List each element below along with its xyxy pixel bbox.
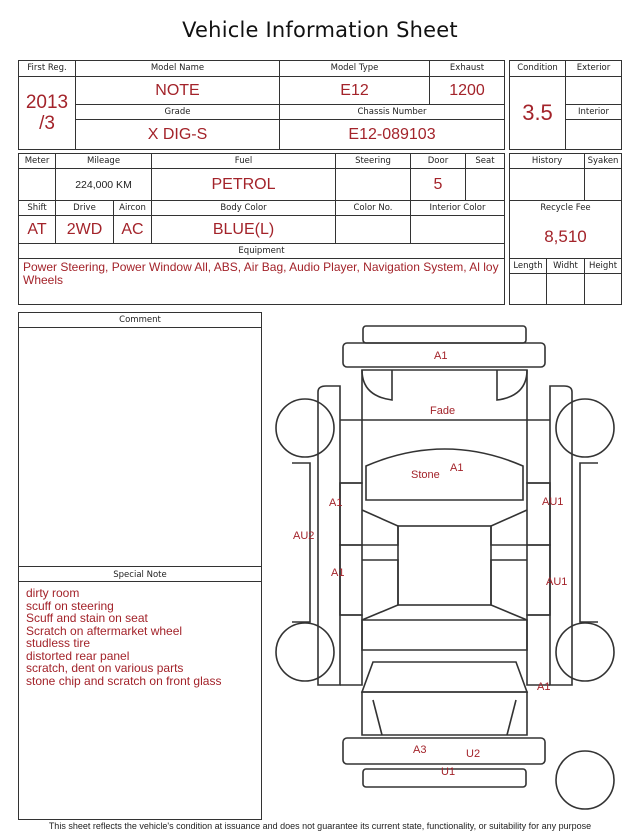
recycle-fee-label: Recycle Fee <box>510 201 622 216</box>
fuel-value: PETROL <box>152 169 336 201</box>
aircon-value: AC <box>114 216 152 244</box>
damage-windshield: A1 <box>450 462 464 474</box>
syaken-value <box>585 169 622 201</box>
damage-hood: Fade <box>430 405 456 417</box>
color-no-label: Color No. <box>336 201 411 216</box>
history-label: History <box>510 154 585 169</box>
condition-label: Condition <box>510 61 566 77</box>
damage-rear-right: U2 <box>466 748 481 760</box>
fuel-label: Fuel <box>152 154 336 169</box>
damage-right-rear-door: AU1 <box>546 576 568 588</box>
chassis-number-label: Chassis Number <box>280 105 505 120</box>
damage-rear-left: A3 <box>413 744 427 756</box>
drive-label: Drive <box>56 201 114 216</box>
history-value <box>510 169 585 201</box>
special-note-item: Scratch on aftermarket wheel <box>26 623 183 638</box>
special-note-item: distorted rear panel <box>26 648 130 663</box>
damage-left-pillar: AU2 <box>293 530 315 542</box>
damage-windshield-stone: Stone <box>411 469 440 481</box>
equipment-label: Equipment <box>19 244 505 259</box>
drive-value: 2WD <box>56 216 114 244</box>
interior-color-value <box>411 216 505 244</box>
steering-label: Steering <box>336 154 411 169</box>
model-name-value: NOTE <box>76 77 280 105</box>
special-note-item: studless tire <box>26 636 91 650</box>
damage-right-front-fender: AU1 <box>542 496 564 508</box>
door-label: Door <box>411 154 466 169</box>
equipment-value: Power Steering, Power Window All, ABS, Air Bag, Audio Player, Navigation System, Al loy Wheels <box>23 260 499 287</box>
basic-info-table <box>18 60 505 150</box>
aircon-label: Aircon <box>114 201 152 216</box>
footer-disclaimer: This sheet reflects the vehicle's condition at issuance and does not guarantee its current state, functionality, or suitability for any purpose <box>48 821 592 831</box>
model-type-label: Model Type <box>280 61 430 77</box>
exterior-value <box>566 77 622 105</box>
model-type-value: E12 <box>280 77 430 105</box>
door-value: 5 <box>411 169 466 201</box>
first-reg-month: /3 <box>39 113 55 134</box>
first-reg-year: 2013 <box>25 92 69 113</box>
page-title: Vehicle Information Sheet <box>182 18 458 42</box>
interior-label: Interior <box>566 105 622 120</box>
exhaust-label: Exhaust <box>430 61 505 77</box>
special-note-item: scuff on steering <box>26 598 114 613</box>
special-notes-list <box>26 587 221 687</box>
condition-table <box>509 60 622 150</box>
meter-value <box>19 169 56 201</box>
recycle-fee-value: 8,510 <box>510 216 622 259</box>
width-value <box>547 274 585 305</box>
height-value <box>585 274 622 305</box>
color-no-value <box>336 216 411 244</box>
damage-front-bumper: A1 <box>434 350 448 362</box>
seat-label: Seat <box>466 154 505 169</box>
mileage-value: 224,000 KM <box>56 169 152 201</box>
damage-left-front-fender: A1 <box>329 497 343 509</box>
model-name-label: Model Name <box>76 61 280 77</box>
body-color-value: BLUE(L) <box>152 216 336 244</box>
meter-label: Meter <box>19 154 56 169</box>
special-note-label: Special Note <box>18 566 262 582</box>
length-label: Length <box>510 259 547 274</box>
mileage-label: Mileage <box>56 154 152 169</box>
grade-label: Grade <box>76 105 280 120</box>
damage-left-rear-door: A1 <box>331 567 345 579</box>
special-note-item: Scuff and stain on seat <box>26 611 148 625</box>
condition-value: 3.5 <box>510 77 566 150</box>
length-value <box>510 274 547 305</box>
damage-rear-bumper: U1 <box>441 766 456 778</box>
history-table <box>509 153 622 305</box>
seat-value <box>466 169 505 201</box>
body-color-label: Body Color <box>152 201 336 216</box>
comment-label: Comment <box>18 312 262 328</box>
interior-color-label: Interior Color <box>411 201 505 216</box>
exhaust-value: 1200 <box>430 77 505 105</box>
first-reg-label: First Reg. <box>19 61 76 77</box>
width-label: Widht <box>547 259 585 274</box>
chassis-number-value: E12-089103 <box>280 120 505 150</box>
special-note-item: stone chip and scratch on front glass <box>26 673 222 688</box>
grade-value: X DIG-S <box>76 120 280 150</box>
exterior-label: Exterior <box>566 61 622 77</box>
shift-value: AT <box>19 216 56 244</box>
special-note-item: scratch, dent on various parts <box>26 661 184 675</box>
car-damage-diagram <box>268 318 622 818</box>
damage-right-rear-quarter: A1 <box>537 681 551 693</box>
first-reg-value <box>19 77 76 150</box>
interior-value <box>566 120 622 150</box>
syaken-label: Syaken <box>585 154 622 169</box>
steering-value <box>336 169 411 201</box>
shift-label: Shift <box>19 201 56 216</box>
height-label: Height <box>585 259 622 274</box>
special-note-item: dirty room <box>26 586 80 600</box>
